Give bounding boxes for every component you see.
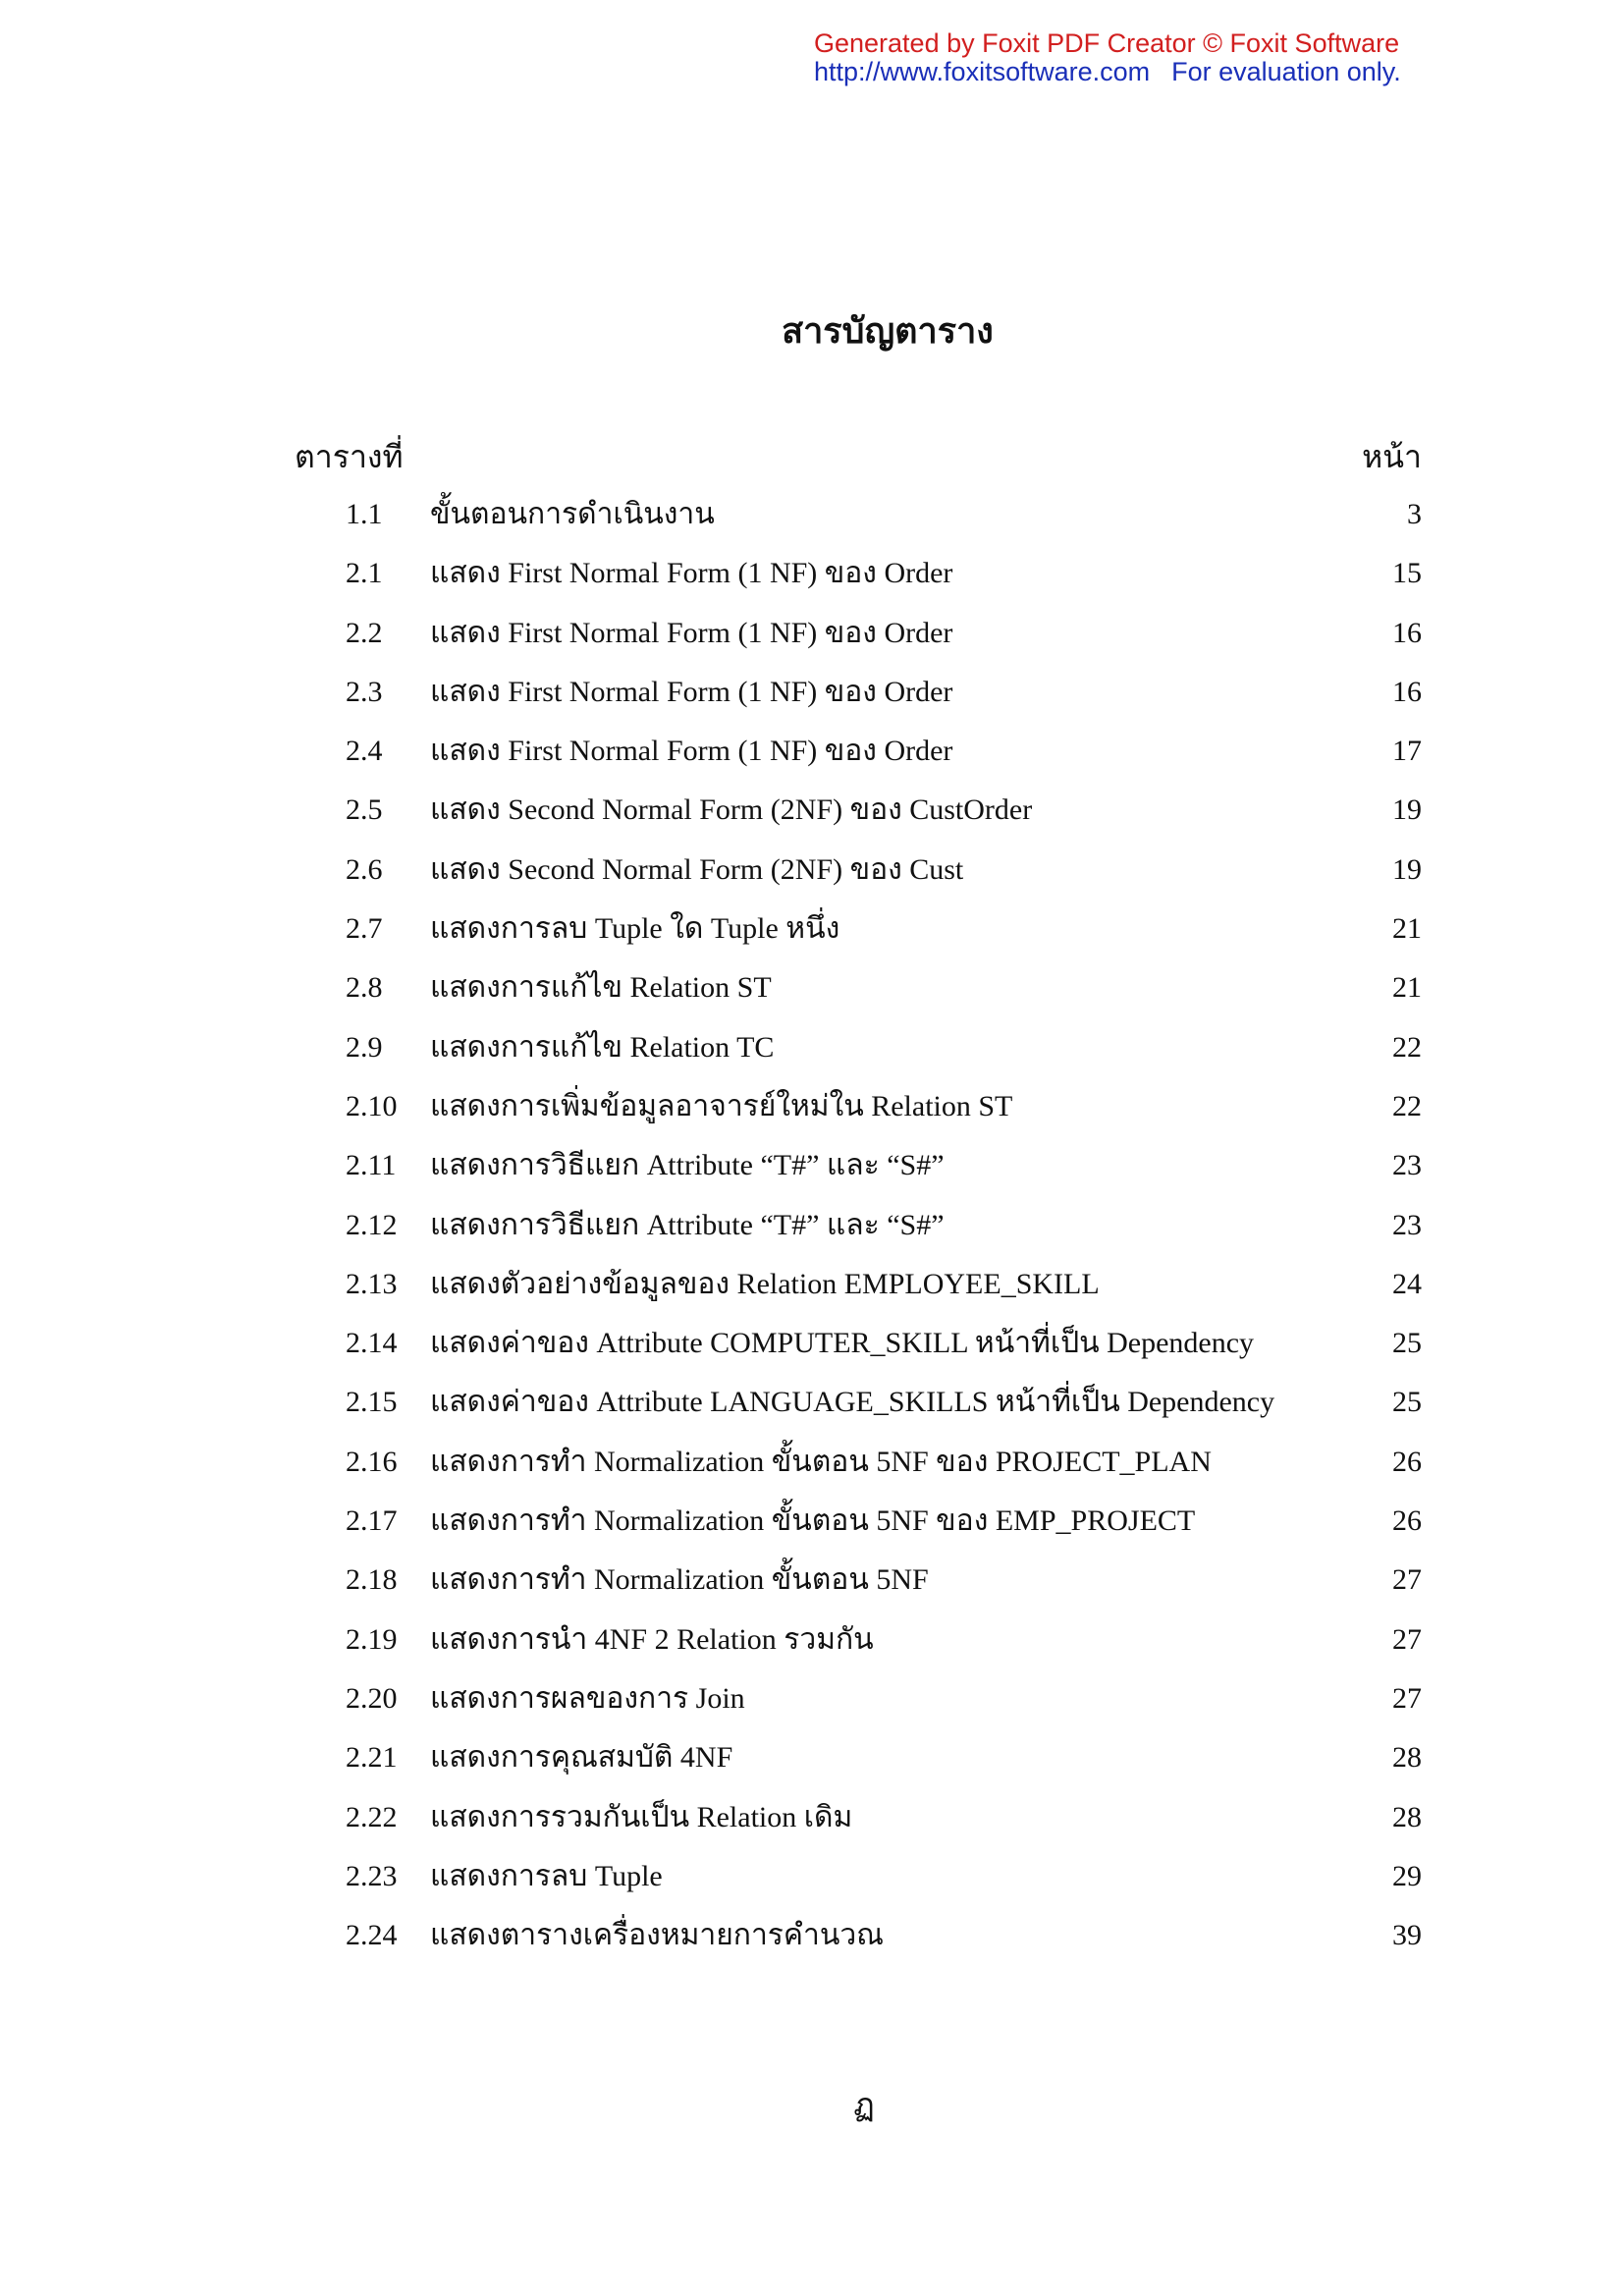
toc-entry-number: 2.19 [346, 1622, 398, 1656]
toc-entry-title: แสดงการรวมกันเป็น Relation เดิม [430, 1800, 853, 1833]
toc-entry-title: ขั้นตอนการดำเนินงาน [430, 498, 715, 530]
toc-entry-number: 2.23 [346, 1859, 398, 1892]
toc-entry[interactable] [0, 1083, 1623, 1142]
toc-entry[interactable] [0, 1320, 1623, 1379]
toc-entry-title: แสดง First Normal Form (1 NF) ของ Order [430, 675, 953, 708]
toc-entry-title: แสดง Second Normal Form (2NF) ของ Cust [430, 852, 964, 886]
toc-entry-page: 26 [1392, 1445, 1422, 1478]
toc-entry[interactable] [0, 610, 1623, 669]
toc-entry-title: แสดงค่าของ Attribute LANGUAGE_SKILLS หน้าที่เป็น Dependency [430, 1386, 1275, 1419]
watermark-generator-text: Generated by Foxit PDF Creator © Foxit Software [814, 28, 1400, 58]
toc-entry-title: แสดงการลบ Tuple [430, 1859, 663, 1892]
toc-entry-page: 23 [1392, 1149, 1422, 1182]
toc-entry-number: 2.1 [346, 557, 383, 590]
toc-entry-number: 2.13 [346, 1267, 398, 1300]
toc-entry[interactable] [0, 491, 1623, 550]
toc-entry[interactable] [0, 1853, 1623, 1912]
toc-entry-title: แสดงการแก้ไข Relation ST [430, 971, 772, 1005]
toc-entry-page: 27 [1392, 1563, 1422, 1597]
toc-entry[interactable] [0, 1616, 1623, 1675]
toc-entry-page: 21 [1392, 971, 1422, 1005]
toc-entry[interactable] [0, 728, 1623, 787]
toc-entry-number: 2.18 [346, 1563, 398, 1597]
toc-entry-page: 16 [1392, 675, 1422, 708]
toc-entry[interactable] [0, 964, 1623, 1023]
toc-entry-number: 2.7 [346, 912, 383, 946]
toc-entry-title: แสดงการทำ Normalization ขั้นตอน 5NF ของ PROJECT_PLAN [430, 1445, 1212, 1478]
toc-entry-title: แสดงการทำ Normalization ขั้นตอน 5NF [430, 1563, 929, 1597]
toc-entry-number: 2.24 [346, 1919, 398, 1952]
toc-entry-number: 2.12 [346, 1208, 398, 1241]
toc-entry[interactable] [0, 1202, 1623, 1261]
toc-entry-number: 2.17 [346, 1504, 398, 1538]
toc-entry-title: แสดงการแก้ไข Relation TC [430, 1030, 775, 1064]
toc-entry-title: แสดง Second Normal Form (2NF) ของ CustOrder [430, 793, 1033, 827]
toc-entry-title: แสดงค่าของ Attribute COMPUTER_SKILL หน้าที่เป็น Dependency [430, 1327, 1255, 1360]
toc-entry-page: 16 [1392, 616, 1422, 649]
table-of-tables-list [0, 491, 1623, 1971]
toc-entry-title: แสดงการทำ Normalization ขั้นตอน 5NF ของ EMP_PROJECT [430, 1504, 1196, 1538]
toc-entry-title: แสดงการวิธีแยก Attribute “T#” และ “S#” [430, 1149, 945, 1182]
toc-entry-number: 2.4 [346, 735, 383, 768]
toc-entry-page: 25 [1392, 1386, 1422, 1419]
toc-entry[interactable] [0, 1379, 1623, 1438]
toc-entry-page: 15 [1392, 557, 1422, 590]
toc-entry[interactable] [0, 669, 1623, 728]
toc-entry-title: แสดงการลบ Tuple ใด Tuple หนึ่ง [430, 912, 840, 946]
toc-entry-number: 2.15 [346, 1386, 398, 1419]
toc-entry-page: 22 [1392, 1030, 1422, 1064]
toc-entry-title: แสดง First Normal Form (1 NF) ของ Order [430, 557, 953, 590]
toc-entry[interactable] [0, 1794, 1623, 1853]
toc-entry-page: 22 [1392, 1089, 1422, 1122]
toc-entry-page: 19 [1392, 793, 1422, 827]
toc-entry-page: 26 [1392, 1504, 1422, 1538]
toc-entry[interactable] [0, 1439, 1623, 1498]
toc-entry[interactable] [0, 905, 1623, 964]
toc-entry-number: 1.1 [346, 498, 383, 530]
toc-entry-page: 27 [1392, 1681, 1422, 1715]
toc-entry-number: 2.3 [346, 675, 383, 708]
toc-entry-page: 17 [1392, 735, 1422, 768]
toc-entry-title: แสดงตารางเครื่องหมายการคำนวณ [430, 1919, 885, 1952]
toc-entry-number: 2.20 [346, 1681, 398, 1715]
page-number-column-header: หน้า [1362, 439, 1422, 474]
toc-entry-title: แสดง First Normal Form (1 NF) ของ Order [430, 735, 953, 768]
toc-entry-number: 2.11 [346, 1149, 397, 1182]
toc-entry-title: แสดงการวิธีแยก Attribute “T#” และ “S#” [430, 1208, 945, 1241]
toc-entry-number: 2.9 [346, 1030, 383, 1064]
toc-entry[interactable] [0, 550, 1623, 609]
toc-entry[interactable] [0, 1557, 1623, 1615]
toc-entry-page: 23 [1392, 1208, 1422, 1241]
toc-entry[interactable] [0, 1024, 1623, 1083]
toc-entry-number: 2.6 [346, 852, 383, 886]
toc-entry-page: 28 [1392, 1741, 1422, 1775]
toc-entry[interactable] [0, 847, 1623, 905]
toc-entry-page: 27 [1392, 1622, 1422, 1656]
toc-entry-page: 21 [1392, 912, 1422, 946]
toc-entry[interactable] [0, 1912, 1623, 1971]
toc-entry-title: แสดงการคุณสมบัติ 4NF [430, 1741, 733, 1775]
toc-entry-title: แสดงการนำ 4NF 2 Relation รวมกัน [430, 1622, 874, 1656]
toc-entry-number: 2.8 [346, 971, 383, 1005]
toc-entry[interactable] [0, 1261, 1623, 1320]
table-number-column-header: ตารางที่ [295, 439, 404, 474]
toc-entry-number: 2.5 [346, 793, 383, 827]
toc-entry-number: 2.22 [346, 1800, 398, 1833]
toc-entry[interactable] [0, 1498, 1623, 1557]
toc-entry-number: 2.21 [346, 1741, 398, 1775]
page-number-footer: ฏ [853, 2087, 875, 2122]
toc-entry-number: 2.10 [346, 1089, 398, 1122]
page-title: สารบัญตาราง [782, 311, 994, 351]
toc-entry[interactable] [0, 1734, 1623, 1793]
watermark-evaluation-notice: For evaluation only. [1171, 57, 1401, 86]
toc-entry-page: 28 [1392, 1800, 1422, 1833]
watermark-url-line [814, 58, 1401, 86]
toc-entry-title: แสดงการผลของการ Join [430, 1681, 745, 1715]
toc-entry-page: 19 [1392, 852, 1422, 886]
toc-entry-page: 3 [1407, 498, 1422, 530]
toc-entry-page: 29 [1392, 1859, 1422, 1892]
watermark-url-link[interactable]: http://www.foxitsoftware.com [814, 57, 1151, 86]
toc-entry-title: แสดง First Normal Form (1 NF) ของ Order [430, 616, 953, 649]
toc-entry-title: แสดงการเพิ่มข้อมูลอาจารย์ใหม่ใน Relation ST [430, 1089, 1013, 1122]
toc-entry[interactable] [0, 1142, 1623, 1201]
toc-entry-page: 25 [1392, 1327, 1422, 1360]
toc-entry[interactable] [0, 787, 1623, 846]
toc-entry-page: 24 [1392, 1267, 1422, 1300]
foxit-watermark [814, 29, 1401, 86]
toc-entry-title: แสดงตัวอย่างข้อมูลของ Relation EMPLOYEE_SKILL [430, 1267, 1100, 1300]
toc-entry-number: 2.14 [346, 1327, 398, 1360]
toc-entry-page: 39 [1392, 1919, 1422, 1952]
toc-entry-number: 2.2 [346, 616, 383, 649]
toc-entry[interactable] [0, 1675, 1623, 1734]
toc-entry-number: 2.16 [346, 1445, 398, 1478]
